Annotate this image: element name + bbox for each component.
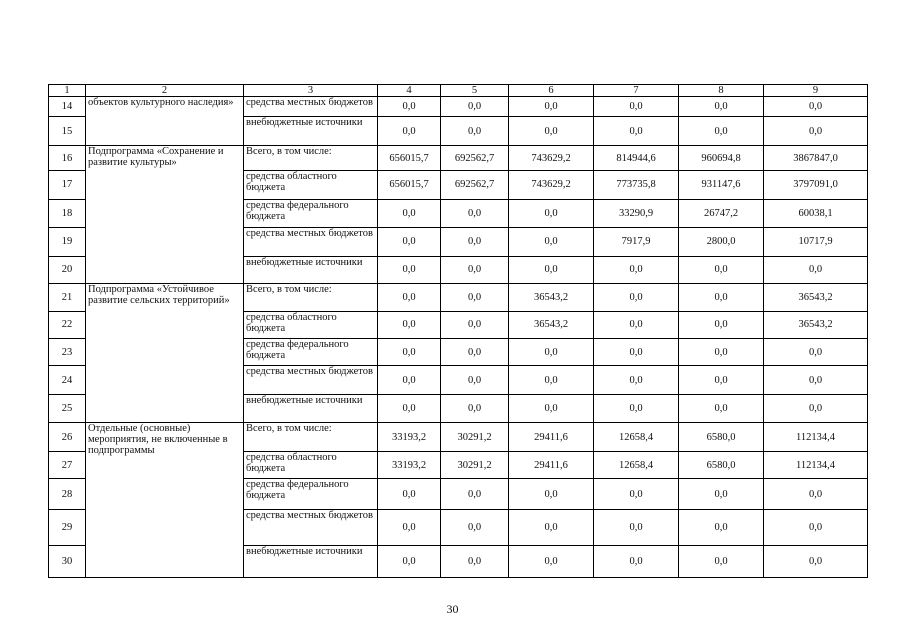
year-value: 743629,2	[509, 145, 594, 170]
year-value: 29411,6	[509, 451, 594, 478]
program-name: Подпрограмма «Сохранение и развитие культуры»	[86, 145, 244, 283]
total-value: 0,0	[764, 394, 868, 422]
year-value: 960694,8	[679, 145, 764, 170]
year-value: 2800,0	[679, 228, 764, 256]
year-value: 773735,8	[594, 171, 679, 199]
funding-source: средства областного бюджета	[244, 451, 378, 478]
year-value: 0,0	[509, 256, 594, 283]
row-number: 30	[49, 546, 86, 578]
funding-source: средства областного бюджета	[244, 171, 378, 199]
column-header: 8	[679, 85, 764, 97]
total-value: 112134,4	[764, 451, 868, 478]
year-value: 0,0	[378, 394, 441, 422]
year-value: 0,0	[378, 366, 441, 394]
year-value: 0,0	[441, 97, 509, 117]
year-value: 33193,2	[378, 423, 441, 451]
year-value: 656015,7	[378, 171, 441, 199]
year-value: 0,0	[594, 117, 679, 145]
year-value: 0,0	[594, 284, 679, 311]
year-value: 0,0	[441, 394, 509, 422]
year-value: 692562,7	[441, 145, 509, 170]
year-value: 0,0	[441, 117, 509, 145]
year-value: 0,0	[679, 256, 764, 283]
year-value: 0,0	[509, 97, 594, 117]
year-value: 6580,0	[679, 423, 764, 451]
year-value: 0,0	[594, 394, 679, 422]
year-value: 0,0	[378, 311, 441, 338]
row-number: 15	[49, 117, 86, 145]
funding-source: средства федерального бюджета	[244, 338, 378, 365]
row-number: 21	[49, 284, 86, 311]
year-value: 0,0	[378, 199, 441, 227]
year-value: 0,0	[378, 479, 441, 510]
column-header: 1	[49, 85, 86, 97]
year-value: 931147,6	[679, 171, 764, 199]
row-number: 20	[49, 256, 86, 283]
funding-source: средства федерального бюджета	[244, 199, 378, 227]
row-number: 19	[49, 228, 86, 256]
year-value: 0,0	[679, 546, 764, 578]
year-value: 743629,2	[509, 171, 594, 199]
funding-source: средства местных бюджетов	[244, 97, 378, 117]
funding-source: внебюджетные источники	[244, 256, 378, 283]
year-value: 0,0	[441, 284, 509, 311]
funding-source: средства федерального бюджета	[244, 479, 378, 510]
row-number: 18	[49, 199, 86, 227]
year-value: 0,0	[509, 228, 594, 256]
year-value: 0,0	[509, 199, 594, 227]
row-number: 22	[49, 311, 86, 338]
funding-source: внебюджетные источники	[244, 394, 378, 422]
column-header: 2	[86, 85, 244, 97]
year-value: 26747,2	[679, 199, 764, 227]
funding-source: Всего, в том числе:	[244, 145, 378, 170]
table-row	[49, 423, 868, 451]
year-value: 0,0	[679, 479, 764, 510]
total-value: 0,0	[764, 97, 868, 117]
funding-source: средства местных бюджетов	[244, 366, 378, 394]
total-value: 0,0	[764, 479, 868, 510]
row-number: 25	[49, 394, 86, 422]
total-value: 60038,1	[764, 199, 868, 227]
year-value: 0,0	[594, 546, 679, 578]
year-value: 0,0	[679, 284, 764, 311]
funding-source: внебюджетные источники	[244, 546, 378, 578]
year-value: 0,0	[378, 338, 441, 365]
row-number: 28	[49, 479, 86, 510]
year-value: 692562,7	[441, 171, 509, 199]
year-value: 0,0	[679, 311, 764, 338]
year-value: 0,0	[509, 117, 594, 145]
year-value: 0,0	[509, 338, 594, 365]
year-value: 0,0	[594, 338, 679, 365]
row-number: 29	[49, 509, 86, 546]
year-value: 0,0	[441, 479, 509, 510]
column-header: 9	[764, 85, 868, 97]
year-value: 0,0	[378, 228, 441, 256]
row-number: 23	[49, 338, 86, 365]
year-value: 30291,2	[441, 423, 509, 451]
year-value: 6580,0	[679, 451, 764, 478]
table-body	[49, 97, 868, 578]
year-value: 0,0	[594, 311, 679, 338]
program-name: Подпрограмма «Устойчивое развитие сельских территорий»	[86, 284, 244, 423]
year-value: 30291,2	[441, 451, 509, 478]
year-value: 33290,9	[594, 199, 679, 227]
year-value: 0,0	[441, 366, 509, 394]
year-value: 0,0	[679, 338, 764, 365]
funding-source: внебюджетные источники	[244, 117, 378, 145]
year-value: 0,0	[509, 479, 594, 510]
year-value: 0,0	[441, 546, 509, 578]
column-header: 5	[441, 85, 509, 97]
year-value: 0,0	[679, 509, 764, 546]
total-value: 0,0	[764, 366, 868, 394]
funding-source: средства областного бюджета	[244, 311, 378, 338]
year-value: 656015,7	[378, 145, 441, 170]
funding-source: Всего, в том числе:	[244, 284, 378, 311]
year-value: 0,0	[378, 284, 441, 311]
row-number: 27	[49, 451, 86, 478]
total-value: 0,0	[764, 546, 868, 578]
year-value: 0,0	[679, 366, 764, 394]
total-value: 36543,2	[764, 284, 868, 311]
year-value: 0,0	[594, 479, 679, 510]
total-value: 0,0	[764, 338, 868, 365]
year-value: 0,0	[441, 509, 509, 546]
column-header: 6	[509, 85, 594, 97]
year-value: 33193,2	[378, 451, 441, 478]
table-row	[49, 284, 868, 311]
column-number-row	[49, 85, 868, 97]
column-header: 4	[378, 85, 441, 97]
column-header: 7	[594, 85, 679, 97]
year-value: 0,0	[509, 546, 594, 578]
year-value: 0,0	[594, 97, 679, 117]
year-value: 0,0	[679, 97, 764, 117]
funding-source: средства местных бюджетов	[244, 509, 378, 546]
total-value: 0,0	[764, 256, 868, 283]
total-value: 0,0	[764, 509, 868, 546]
year-value: 0,0	[378, 546, 441, 578]
table-row	[49, 97, 868, 117]
year-value: 0,0	[378, 509, 441, 546]
year-value: 12658,4	[594, 451, 679, 478]
row-number: 14	[49, 97, 86, 117]
year-value: 0,0	[441, 311, 509, 338]
total-value: 3867847,0	[764, 145, 868, 170]
year-value: 0,0	[679, 394, 764, 422]
funding-source: средства местных бюджетов	[244, 228, 378, 256]
column-header: 3	[244, 85, 378, 97]
year-value: 814944,6	[594, 145, 679, 170]
year-value: 0,0	[594, 366, 679, 394]
year-value: 0,0	[594, 509, 679, 546]
page-number: 30	[446, 602, 459, 616]
year-value: 0,0	[594, 256, 679, 283]
total-value: 112134,4	[764, 423, 868, 451]
program-name: объектов культурного наследия»	[86, 97, 244, 146]
row-number: 17	[49, 171, 86, 199]
year-value: 0,0	[679, 117, 764, 145]
row-number: 26	[49, 423, 86, 451]
year-value: 0,0	[441, 338, 509, 365]
funding-source: Всего, в том числе:	[244, 423, 378, 451]
total-value: 36543,2	[764, 311, 868, 338]
year-value: 7917,9	[594, 228, 679, 256]
year-value: 36543,2	[509, 311, 594, 338]
budget-table	[48, 84, 868, 578]
year-value: 0,0	[378, 117, 441, 145]
year-value: 29411,6	[509, 423, 594, 451]
year-value: 0,0	[509, 366, 594, 394]
year-value: 0,0	[378, 97, 441, 117]
year-value: 0,0	[441, 199, 509, 227]
program-name: Отдельные (основные) мероприятия, не включенные в подпрограммы	[86, 423, 244, 578]
total-value: 10717,9	[764, 228, 868, 256]
year-value: 0,0	[441, 256, 509, 283]
year-value: 12658,4	[594, 423, 679, 451]
year-value: 0,0	[509, 509, 594, 546]
table-row	[49, 145, 868, 170]
total-value: 0,0	[764, 117, 868, 145]
year-value: 0,0	[509, 394, 594, 422]
year-value: 0,0	[441, 228, 509, 256]
row-number: 16	[49, 145, 86, 170]
total-value: 3797091,0	[764, 171, 868, 199]
row-number: 24	[49, 366, 86, 394]
year-value: 36543,2	[509, 284, 594, 311]
year-value: 0,0	[378, 256, 441, 283]
